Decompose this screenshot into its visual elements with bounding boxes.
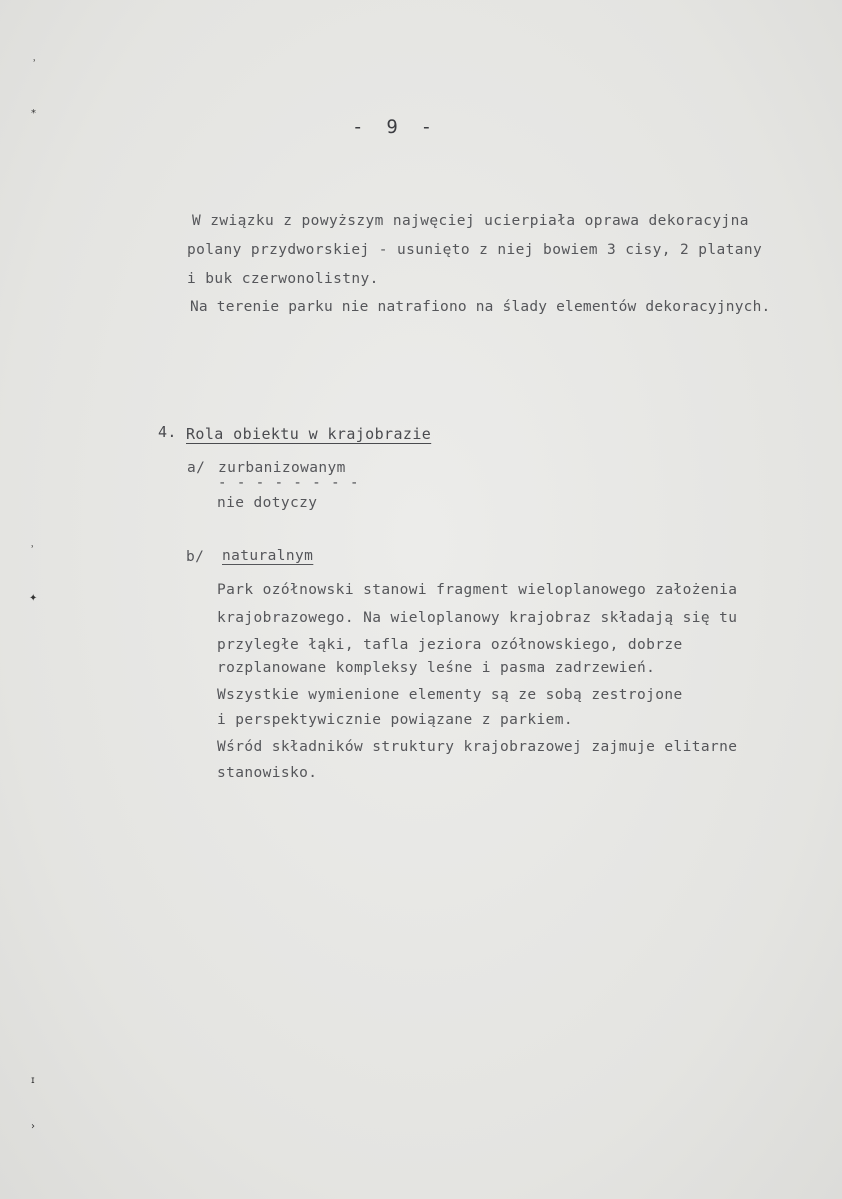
page-number: - 9 -: [352, 116, 433, 138]
paragraph-line: Wśród składników struktury krajobrazowej zajmuje elitarne: [217, 739, 738, 755]
subsection-b-title: naturalnym: [222, 548, 314, 564]
margin-mark: ✦: [29, 593, 38, 604]
section-title: Rola obiektu w krajobrazie: [186, 425, 432, 443]
subsection-b-label: b/: [186, 549, 205, 565]
subsection-a-text: nie dotyczy: [217, 495, 318, 511]
paragraph-line: i perspektywicznie powiązane z parkiem.: [217, 712, 574, 728]
subsection-a-dashes: - - - - - - - -: [218, 475, 360, 491]
margin-mark: ⁎: [31, 105, 36, 116]
subsection-a-label: a/: [187, 460, 206, 476]
paragraph-line: stanowisko.: [217, 765, 318, 781]
paragraph-line: rozplanowane kompleksy leśne i pasma zadrzewień.: [217, 660, 656, 676]
subsection-a-title: zurbanizowanym: [218, 460, 346, 476]
margin-mark: ɪ: [31, 1075, 35, 1086]
section-number: 4.: [158, 423, 177, 441]
paragraph-line: Wszystkie wymienione elementy są ze sobą zestrojone: [217, 687, 683, 703]
margin-mark: ˒: [31, 542, 35, 553]
margin-mark: ˒: [33, 56, 37, 67]
paragraph-line: przyległe łąki, tafla jeziora ozółnowskiego, dobrze: [217, 637, 683, 653]
paragraph-line: Park ozółnowski stanowi fragment wieloplanowego założenia: [217, 582, 738, 598]
paragraph-line: Na terenie parku nie natrafiono na ślady elementów dekoracyjnych.: [190, 299, 771, 315]
margin-mark: ›: [31, 1121, 35, 1132]
paragraph-line: polany przydworskiej - usunięto z niej bowiem 3 cisy, 2 platany: [187, 242, 763, 258]
paragraph-line: W związku z powyższym najwęciej ucierpiała oprawa dekoracyjna: [192, 213, 749, 229]
paragraph-line: i buk czerwonolistny.: [187, 271, 379, 287]
paragraph-line: krajobrazowego. Na wieloplanowy krajobraz składają się tu: [217, 610, 738, 626]
